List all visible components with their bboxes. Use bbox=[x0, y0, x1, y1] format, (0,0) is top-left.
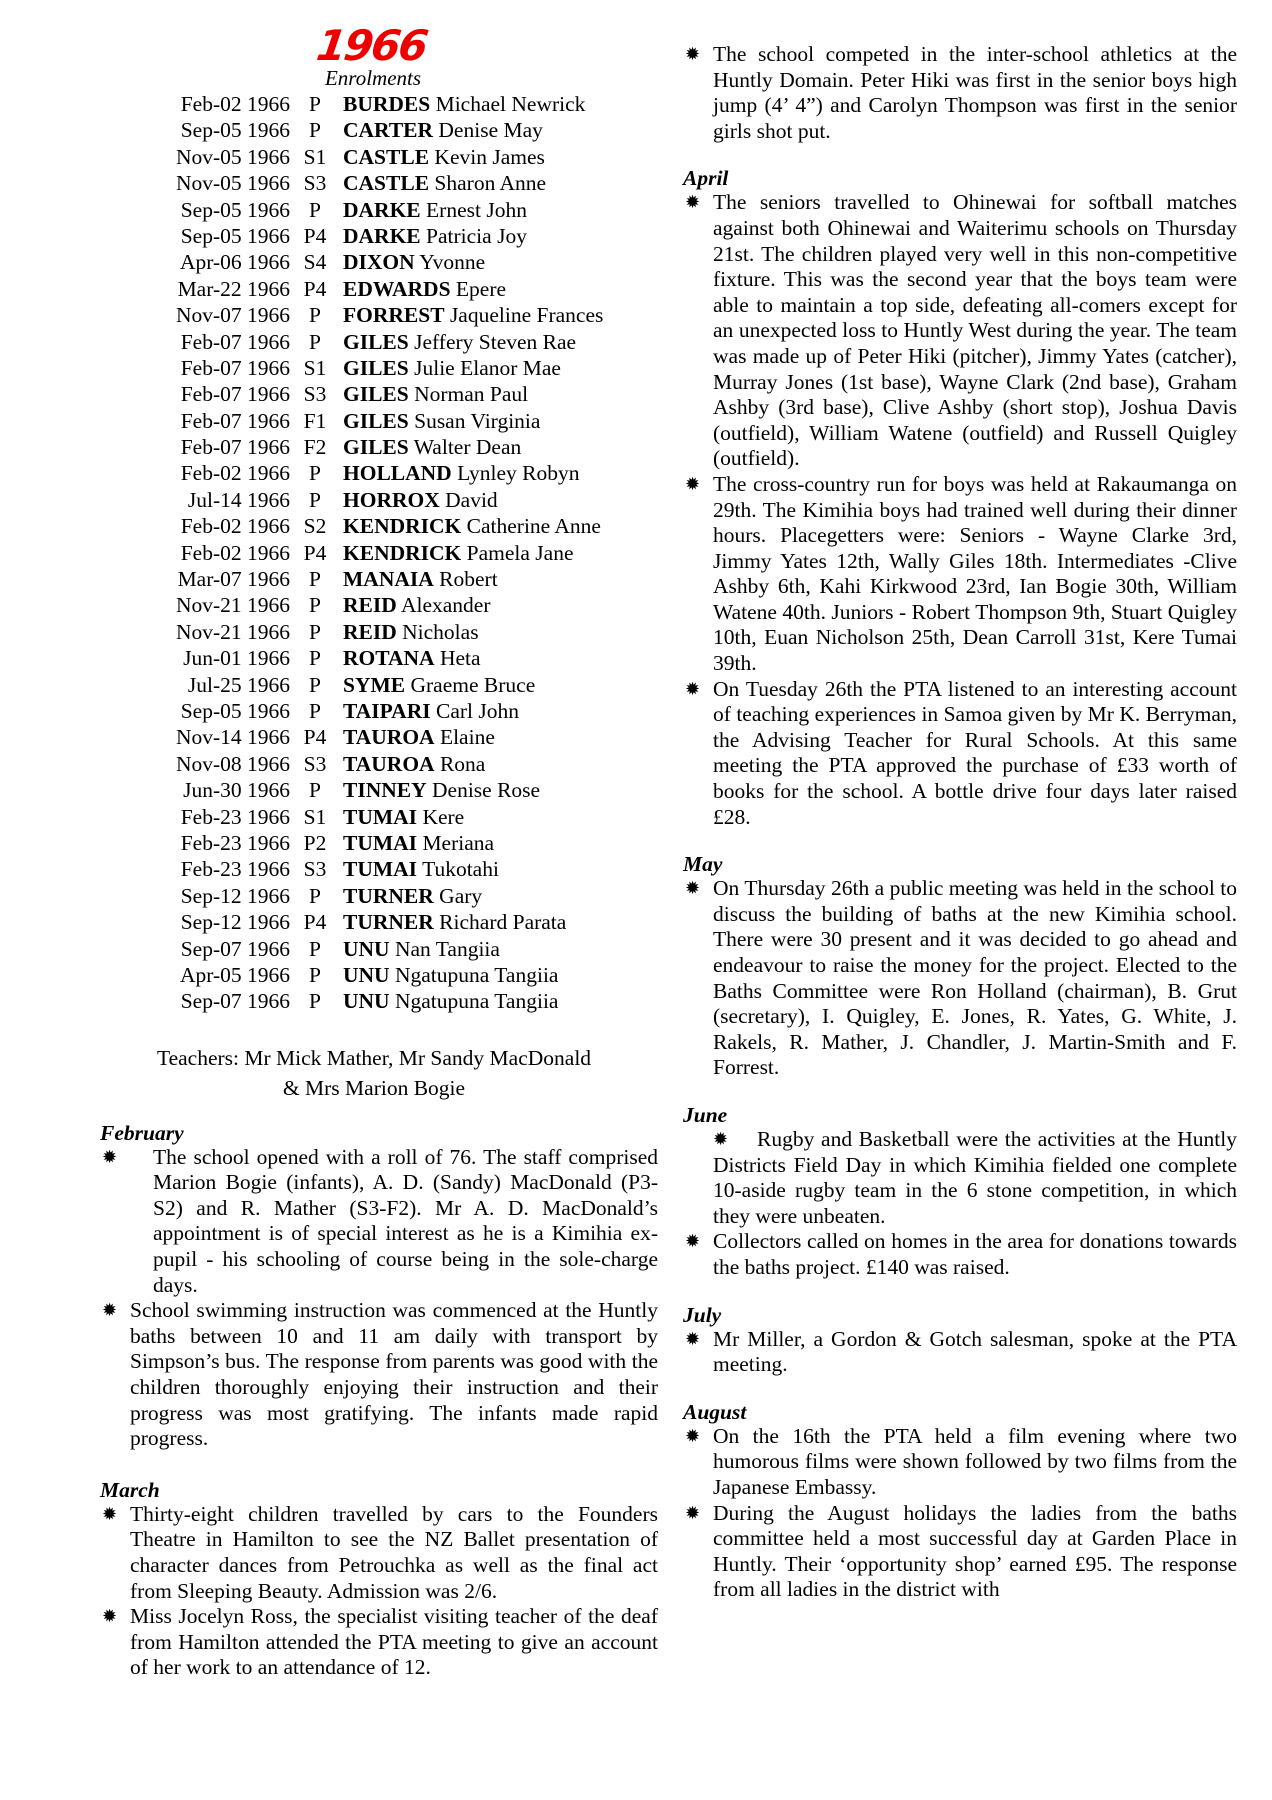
enrolment-surname: GILES bbox=[343, 355, 409, 380]
enrolment-given-names: Sharon Anne bbox=[434, 171, 547, 196]
list-item: ✹ Collectors called on homes in the area for donations towards the baths project. £140 was raised. bbox=[685, 1229, 1237, 1279]
enrolment-given-names: Pamela Jane bbox=[466, 540, 574, 565]
enrolment-surname: GILES bbox=[343, 329, 409, 354]
enrolment-given-names: David bbox=[445, 487, 498, 512]
enrolment-class: S2 bbox=[303, 514, 327, 539]
enrolment-surname: MANAIA bbox=[343, 567, 434, 592]
enrolment-class: S3 bbox=[303, 857, 327, 882]
enrolment-surname: DIXON bbox=[343, 250, 415, 275]
month-heading-april: April bbox=[683, 166, 729, 191]
enrolment-name bbox=[340, 619, 479, 645]
enrolment-name bbox=[340, 249, 485, 275]
enrolment-row bbox=[100, 672, 658, 698]
enrolment-row bbox=[100, 804, 658, 830]
enrolment-date: Sep-05 1966 bbox=[180, 698, 290, 723]
enrolment-given-names: Lynley Robyn bbox=[457, 461, 580, 486]
teachers-line-1: Teachers: Mr Mick Mather, Mr Sandy MacDonald bbox=[156, 1045, 592, 1070]
enrolment-date: Sep-05 1966 bbox=[180, 223, 290, 248]
enrolment-class: P bbox=[309, 303, 321, 328]
starburst-bullet-icon: ✹ bbox=[685, 878, 701, 900]
enrolment-surname: TURNER bbox=[343, 883, 434, 908]
enrolment-row bbox=[100, 91, 658, 117]
enrolment-class: P2 bbox=[303, 830, 327, 855]
enrolment-surname: TAUROA bbox=[343, 725, 435, 750]
enrolment-class: S3 bbox=[303, 171, 327, 196]
month-heading-march: March bbox=[100, 1477, 160, 1502]
enrolment-date: Feb-07 1966 bbox=[180, 382, 290, 407]
enrolment-date: Jul-25 1966 bbox=[187, 672, 290, 697]
enrolment-row bbox=[100, 408, 658, 434]
enrolment-name bbox=[340, 381, 528, 407]
enrolment-row bbox=[100, 645, 658, 671]
enrolment-row bbox=[100, 883, 658, 909]
enrolment-class: P4 bbox=[303, 223, 327, 248]
enrolment-date: Feb-23 1966 bbox=[180, 830, 290, 855]
enrolment-given-names: Epere bbox=[455, 276, 507, 301]
enrolment-date: Nov-14 1966 bbox=[175, 725, 290, 750]
enrolment-date: Feb-07 1966 bbox=[180, 408, 290, 433]
enrolment-name bbox=[340, 117, 543, 143]
enrolment-name bbox=[340, 276, 506, 302]
starburst-bullet-icon: ✹ bbox=[102, 1300, 118, 1322]
enrolment-class: P bbox=[309, 936, 321, 961]
enrolment-name bbox=[340, 804, 464, 830]
list-item: ✹ Miss Jocelyn Ross, the specialist visiting teacher of the deaf from Hamilton attended the PTA meeting to give an account of her work to an attendance of 12. bbox=[102, 1604, 658, 1680]
starburst-bullet-icon: ✹ bbox=[685, 1502, 701, 1524]
enrolment-row bbox=[100, 540, 658, 566]
starburst-bullet-icon: ✹ bbox=[102, 1503, 118, 1525]
enrolment-row bbox=[100, 909, 658, 935]
enrolment-date: Feb-07 1966 bbox=[180, 329, 290, 354]
enrolment-class: P bbox=[309, 92, 321, 116]
enrolment-given-names: Susan Virginia bbox=[414, 408, 541, 433]
enrolment-row bbox=[100, 302, 658, 328]
enrolment-date: Feb-07 1966 bbox=[180, 435, 290, 460]
enrolment-surname: FORREST bbox=[343, 303, 445, 328]
enrolment-given-names: Graeme Bruce bbox=[410, 672, 536, 697]
enrolment-name bbox=[340, 513, 601, 539]
enrolment-date: Feb-23 1966 bbox=[180, 857, 290, 882]
enrolment-name bbox=[340, 223, 527, 249]
enrolment-date: Jun-30 1966 bbox=[183, 778, 290, 803]
enrolment-given-names: Nan Tangiia bbox=[394, 936, 500, 961]
enrolment-class: S3 bbox=[303, 751, 327, 776]
enrolment-date: Sep-05 1966 bbox=[180, 118, 290, 143]
enrolment-class: P bbox=[309, 197, 321, 222]
enrolment-surname: KENDRICK bbox=[343, 514, 462, 539]
enrolment-row bbox=[100, 856, 658, 882]
right-column bbox=[683, 42, 1237, 1603]
enrolment-row bbox=[100, 381, 658, 407]
enrolments-heading: Enrolments bbox=[324, 66, 422, 90]
enrolment-class: P bbox=[309, 329, 321, 354]
enrolment-row bbox=[100, 777, 658, 803]
enrolment-name bbox=[340, 751, 485, 777]
enrolment-date: Feb-02 1966 bbox=[180, 514, 290, 539]
enrolment-row bbox=[100, 170, 658, 196]
enrolment-class: P bbox=[309, 593, 321, 618]
enrolment-class: P bbox=[309, 778, 321, 803]
enrolment-row bbox=[100, 434, 658, 460]
enrolment-surname: TINNEY bbox=[343, 778, 427, 803]
enrolment-name bbox=[340, 434, 521, 460]
enrolment-given-names: Julie Elanor Mae bbox=[414, 355, 561, 380]
enrolment-date: Nov-21 1966 bbox=[175, 619, 290, 644]
enrolment-date: Nov-05 1966 bbox=[175, 144, 290, 169]
enrolment-class: P bbox=[309, 619, 321, 644]
enrolment-name bbox=[340, 91, 585, 117]
enrolment-surname: HOLLAND bbox=[343, 461, 452, 486]
enrolment-surname: DARKE bbox=[343, 197, 421, 222]
enrolment-class: P bbox=[309, 698, 321, 723]
list-item: ✹ On Thursday 26th a public meeting was held in the school to discuss the building of baths at the new Kimihia school. There were 30 present and it was decided to go ahead and endeavour to raise the money for the project. Elected to the Baths Committee were Ron Holland (chairman), B. Grut (secretary), I. Quigley, E. Jones, R. Yates, G. White, J. Rakels, R. Mather, J. Chandler, J. Martin-Smith and F. Forrest. bbox=[685, 876, 1237, 1080]
enrolment-class: P bbox=[309, 989, 321, 1014]
enrolment-name bbox=[340, 355, 561, 381]
enrolment-given-names: Richard Parata bbox=[439, 910, 567, 935]
starburst-bullet-icon: ✹ bbox=[102, 1146, 118, 1168]
enrolment-name bbox=[340, 460, 580, 486]
enrolment-date: Feb-07 1966 bbox=[180, 355, 290, 380]
enrolment-row bbox=[100, 487, 658, 513]
enrolment-surname: TAIPARI bbox=[343, 698, 431, 723]
list-item: ✹ School swimming instruction was commenced at the Huntly baths between 10 and 11 am daily with transport by Simpson’s bus. The response from parents was good with the children thoroughly enjoying their instruction and their progress was most gratifying. The infants made rapid progress. bbox=[102, 1298, 658, 1451]
month-heading-may: May bbox=[683, 852, 723, 877]
enrolment-class: S1 bbox=[303, 804, 327, 829]
list-item: ✹ The school opened with a roll of 76. The staff comprised Marion Bogie (infants), A. D. (Sandy) MacDonald (P3-S2) and R. Mather (S3-F2). Mr A. D. MacDonald’s appointment is of special interest as he is a Kimihia ex-pupil - his schooling of course being in the sole-charge days. bbox=[102, 1144, 658, 1297]
enrolment-row bbox=[100, 830, 658, 856]
month-heading-february: February bbox=[100, 1120, 184, 1145]
enrolment-given-names: Yvonne bbox=[419, 250, 486, 275]
enrolment-class: P bbox=[309, 646, 321, 671]
enrolment-class: P4 bbox=[303, 725, 327, 750]
enrolment-given-names: Meriana bbox=[422, 830, 495, 855]
starburst-bullet-icon: ✹ bbox=[685, 1231, 701, 1253]
left-column bbox=[100, 20, 658, 1681]
list-item: ✹ On Tuesday 26th the PTA listened to an interesting account of teaching experiences in Samoa given by Mr K. Berryman, the Advising Teacher for Rural Schools. At this same meeting the PTA approved the purchase of £33 worth of books for the school. A bottle drive four days later raised £28. bbox=[685, 676, 1237, 829]
enrolment-class: S1 bbox=[303, 355, 327, 380]
enrolment-name bbox=[340, 962, 558, 988]
enrolment-class: P bbox=[309, 962, 321, 987]
starburst-bullet-icon: ✹ bbox=[685, 1425, 701, 1447]
enrolment-class: F1 bbox=[303, 408, 327, 433]
enrolment-class: P4 bbox=[303, 910, 327, 935]
enrolment-date: Sep-07 1966 bbox=[180, 936, 290, 961]
enrolment-name bbox=[340, 936, 500, 962]
list-item: ✹ The seniors travelled to Ohinewai for softball matches against both Ohinewai and Waiterimu schools on Thursday 21st. The children played very well in this non-competitive fixture. This was the second year that the boys team were able to maintain a top side, defeating all-comers except for an unexpected loss to Huntly West during the year. The team was made up of Peter Hiki (pitcher), Jimmy Yates (catcher), Murray Jones (1st base), Wayne Clark (2nd base), Graham Ashby (3rd base), Clive Ashby (short stop), Joshua Davis (outfield), William Watene (outfield) and Russell Quigley (outfield). bbox=[685, 190, 1237, 471]
enrolment-surname: ROTANA bbox=[343, 646, 435, 671]
enrolment-surname: GILES bbox=[343, 382, 409, 407]
list-item: ✹ Thirty-eight children travelled by cars to the Founders Theatre in Hamilton to see the NZ Ballet presentation of character dances from Petrouchka as well as the final act from Sleeping Beauty. Admission was 2/6. bbox=[102, 1501, 658, 1603]
enrolment-given-names: Gary bbox=[439, 883, 483, 908]
enrolment-row bbox=[100, 460, 658, 486]
enrolment-class: S4 bbox=[303, 250, 327, 275]
enrolment-surname: GILES bbox=[343, 408, 409, 433]
enrolment-given-names: Walter Dean bbox=[413, 435, 522, 460]
enrolment-given-names: Nicholas bbox=[402, 619, 479, 644]
enrolment-given-names: Catherine Anne bbox=[466, 514, 601, 539]
enrolment-name bbox=[340, 487, 498, 513]
list-item: ✹ Mr Miller, a Gordon & Gotch salesman, spoke at the PTA meeting. bbox=[685, 1326, 1237, 1377]
enrolment-given-names: Ernest John bbox=[426, 197, 527, 222]
enrolment-given-names: Kere bbox=[422, 804, 465, 829]
enrolment-surname: HORROX bbox=[343, 487, 440, 512]
enrolment-surname: UNU bbox=[343, 962, 390, 987]
enrolment-given-names: Denise Rose bbox=[432, 778, 541, 803]
enrolment-row bbox=[100, 698, 658, 724]
enrolment-given-names: Carl John bbox=[435, 698, 519, 723]
enrolment-date: Feb-02 1966 bbox=[180, 540, 290, 565]
enrolment-given-names: Robert bbox=[439, 567, 498, 592]
enrolment-row bbox=[100, 962, 658, 988]
enrolment-date: Nov-07 1966 bbox=[175, 303, 290, 328]
enrolment-date: Nov-08 1966 bbox=[175, 751, 290, 776]
enrolment-date: Mar-22 1966 bbox=[177, 276, 290, 301]
list-item: ✹ Rugby and Basketball were the activities at the Huntly Districts Field Day in which Kimihia fielded one complete 10-aside rugby team in the 6 stone competition, in which they were unbeaten. bbox=[713, 1126, 1237, 1228]
enrolment-surname: EDWARDS bbox=[343, 276, 451, 301]
enrolment-surname: CASTLE bbox=[343, 171, 430, 196]
enrolment-name bbox=[340, 909, 566, 935]
enrolment-name bbox=[340, 856, 499, 882]
year-title: 1966 bbox=[313, 21, 430, 70]
teachers-block bbox=[90, 1043, 658, 1103]
enrolment-class: P bbox=[309, 567, 321, 592]
enrolment-name bbox=[340, 566, 498, 592]
enrolment-row bbox=[100, 751, 658, 777]
enrolment-name bbox=[340, 988, 558, 1014]
enrolment-row bbox=[100, 566, 658, 592]
enrolment-surname: BURDES bbox=[343, 92, 431, 116]
list-item: ✹ On the 16th the PTA held a film evening where two humorous films were shown followed by two films from the Japanese Embassy. bbox=[685, 1423, 1237, 1499]
enrolment-given-names: Elaine bbox=[439, 725, 495, 750]
enrolment-surname: UNU bbox=[343, 989, 390, 1014]
starburst-bullet-icon: ✹ bbox=[685, 473, 701, 495]
enrolment-row bbox=[100, 329, 658, 355]
enrolment-class: P bbox=[309, 118, 321, 143]
enrolment-date: Feb-23 1966 bbox=[180, 804, 290, 829]
enrolment-row bbox=[100, 592, 658, 618]
enrolment-name bbox=[340, 698, 519, 724]
enrolment-surname: DARKE bbox=[343, 223, 421, 248]
enrolment-row bbox=[100, 197, 658, 223]
enrolments-list bbox=[100, 91, 658, 1015]
enrolment-name bbox=[340, 724, 495, 750]
list-item: ✹ During the August holidays the ladies from the baths committee held a most successful day at Garden Place in Huntly. Their ‘opportunity shop’ earned £95. The response from all ladies in the district with bbox=[685, 1500, 1237, 1602]
enrolment-row bbox=[100, 276, 658, 302]
enrolment-row bbox=[100, 513, 658, 539]
enrolment-given-names: Kevin James bbox=[434, 144, 545, 169]
enrolment-class: F2 bbox=[303, 435, 327, 460]
enrolment-class: P4 bbox=[303, 540, 327, 565]
enrolment-row bbox=[100, 355, 658, 381]
enrolment-name bbox=[340, 592, 491, 618]
enrolment-surname: CARTER bbox=[343, 118, 434, 143]
enrolment-row bbox=[100, 619, 658, 645]
enrolment-row bbox=[100, 936, 658, 962]
enrolment-given-names: Michael Newrick bbox=[435, 92, 586, 116]
enrolment-given-names: Denise May bbox=[438, 118, 543, 143]
enrolment-given-names: Tukotahi bbox=[422, 857, 499, 882]
enrolment-name bbox=[340, 197, 527, 223]
enrolment-name bbox=[340, 540, 574, 566]
enrolment-name bbox=[340, 170, 546, 196]
starburst-bullet-icon: ✹ bbox=[102, 1606, 118, 1628]
enrolment-date: Sep-07 1966 bbox=[180, 989, 290, 1014]
month-heading-august: August bbox=[683, 1399, 747, 1424]
enrolment-given-names: Alexander bbox=[400, 593, 491, 618]
enrolment-name bbox=[340, 830, 494, 856]
enrolment-surname: UNU bbox=[343, 936, 390, 961]
enrolment-surname: KENDRICK bbox=[343, 540, 462, 565]
enrolment-row bbox=[100, 724, 658, 750]
enrolment-date: Feb-02 1966 bbox=[180, 461, 290, 486]
list-item: ✹ The cross-country run for boys was held at Rakaumanga on 29th. The Kimihia boys had trained well during their dinner hours. Placegetters were: Seniors - Wayne Clarke 3rd, Jimmy Yates 12th, Wally Giles 18th. Intermediates -Clive Ashby 6th, Kahi Kirkwood 23rd, Ian Bogie 30th, William Watene 40th. Juniors - Robert Thompson 9th, Stuart Quigley 10th, Euan Nicholson 25th, Dean Carroll 31st, Kere Tumai 39th. bbox=[685, 471, 1237, 676]
enrolment-row bbox=[100, 223, 658, 249]
enrolment-date: Feb-02 1966 bbox=[180, 92, 290, 116]
enrolment-date: Apr-06 1966 bbox=[179, 250, 290, 275]
enrolment-surname: REID bbox=[343, 619, 397, 644]
enrolment-name bbox=[340, 302, 603, 328]
enrolment-date: Jul-14 1966 bbox=[187, 487, 290, 512]
enrolment-row bbox=[100, 144, 658, 170]
enrolment-date: Sep-05 1966 bbox=[180, 197, 290, 222]
enrolment-given-names: Norman Paul bbox=[414, 382, 529, 407]
enrolment-row bbox=[100, 249, 658, 275]
starburst-bullet-icon: ✹ bbox=[685, 44, 701, 65]
enrolment-surname: TURNER bbox=[343, 910, 434, 935]
starburst-bullet-icon: ✹ bbox=[685, 1328, 701, 1350]
enrolment-surname: TUMAI bbox=[343, 804, 418, 829]
enrolment-row bbox=[100, 988, 658, 1014]
enrolment-name bbox=[340, 329, 576, 355]
enrolment-name bbox=[340, 645, 481, 671]
enrolment-class: S3 bbox=[303, 382, 327, 407]
enrolment-class: P bbox=[309, 672, 321, 697]
enrolment-class: S1 bbox=[303, 144, 327, 169]
teachers-line-2: & Mrs Marion Bogie bbox=[282, 1075, 466, 1100]
enrolment-class: P bbox=[309, 461, 321, 486]
starburst-bullet-icon: ✹ bbox=[713, 1128, 729, 1150]
month-heading-june: June bbox=[683, 1102, 728, 1127]
enrolment-given-names: Patricia Joy bbox=[426, 223, 527, 248]
enrolment-surname: CASTLE bbox=[343, 144, 430, 169]
enrolment-class: P bbox=[309, 487, 321, 512]
enrolment-date: Nov-05 1966 bbox=[175, 171, 290, 196]
enrolment-given-names: Rona bbox=[439, 751, 486, 776]
starburst-bullet-icon: ✹ bbox=[685, 192, 701, 214]
enrolment-date: Mar-07 1966 bbox=[177, 567, 290, 592]
enrolment-name bbox=[340, 144, 545, 170]
enrolment-row bbox=[100, 117, 658, 143]
enrolment-surname: REID bbox=[343, 593, 397, 618]
enrolment-date: Sep-12 1966 bbox=[180, 883, 290, 908]
enrolment-given-names: Jeffery Steven Rae bbox=[414, 329, 577, 354]
enrolment-surname: TAUROA bbox=[343, 751, 435, 776]
enrolment-class: P bbox=[309, 883, 321, 908]
list-item: ✹ The school competed in the inter-school athletics at the Huntly Domain. Peter Hiki was first in the senior boys high jump (4’ 4”) and Carolyn Thompson was first in the senior girls shot put. bbox=[685, 42, 1237, 143]
enrolment-date: Apr-05 1966 bbox=[179, 962, 290, 987]
month-heading-july: July bbox=[683, 1302, 722, 1327]
enrolment-given-names: Ngatupuna Tangiia bbox=[394, 962, 559, 987]
enrolment-name bbox=[340, 672, 535, 698]
enrolment-name bbox=[340, 408, 540, 434]
enrolment-date: Jun-01 1966 bbox=[183, 646, 290, 671]
enrolment-name bbox=[340, 883, 482, 909]
enrolment-surname: TUMAI bbox=[343, 830, 418, 855]
enrolment-surname: TUMAI bbox=[343, 857, 418, 882]
enrolment-date: Nov-21 1966 bbox=[175, 593, 290, 618]
enrolment-surname: GILES bbox=[343, 435, 409, 460]
enrolment-date: Sep-12 1966 bbox=[180, 910, 290, 935]
enrolment-given-names: Jaqueline Frances bbox=[449, 303, 604, 328]
enrolment-given-names: Heta bbox=[439, 646, 481, 671]
enrolment-class: P4 bbox=[303, 276, 327, 301]
starburst-bullet-icon: ✹ bbox=[685, 678, 701, 700]
enrolment-given-names: Ngatupuna Tangiia bbox=[394, 989, 559, 1014]
enrolment-name bbox=[340, 777, 540, 803]
enrolment-surname: SYME bbox=[343, 672, 406, 697]
